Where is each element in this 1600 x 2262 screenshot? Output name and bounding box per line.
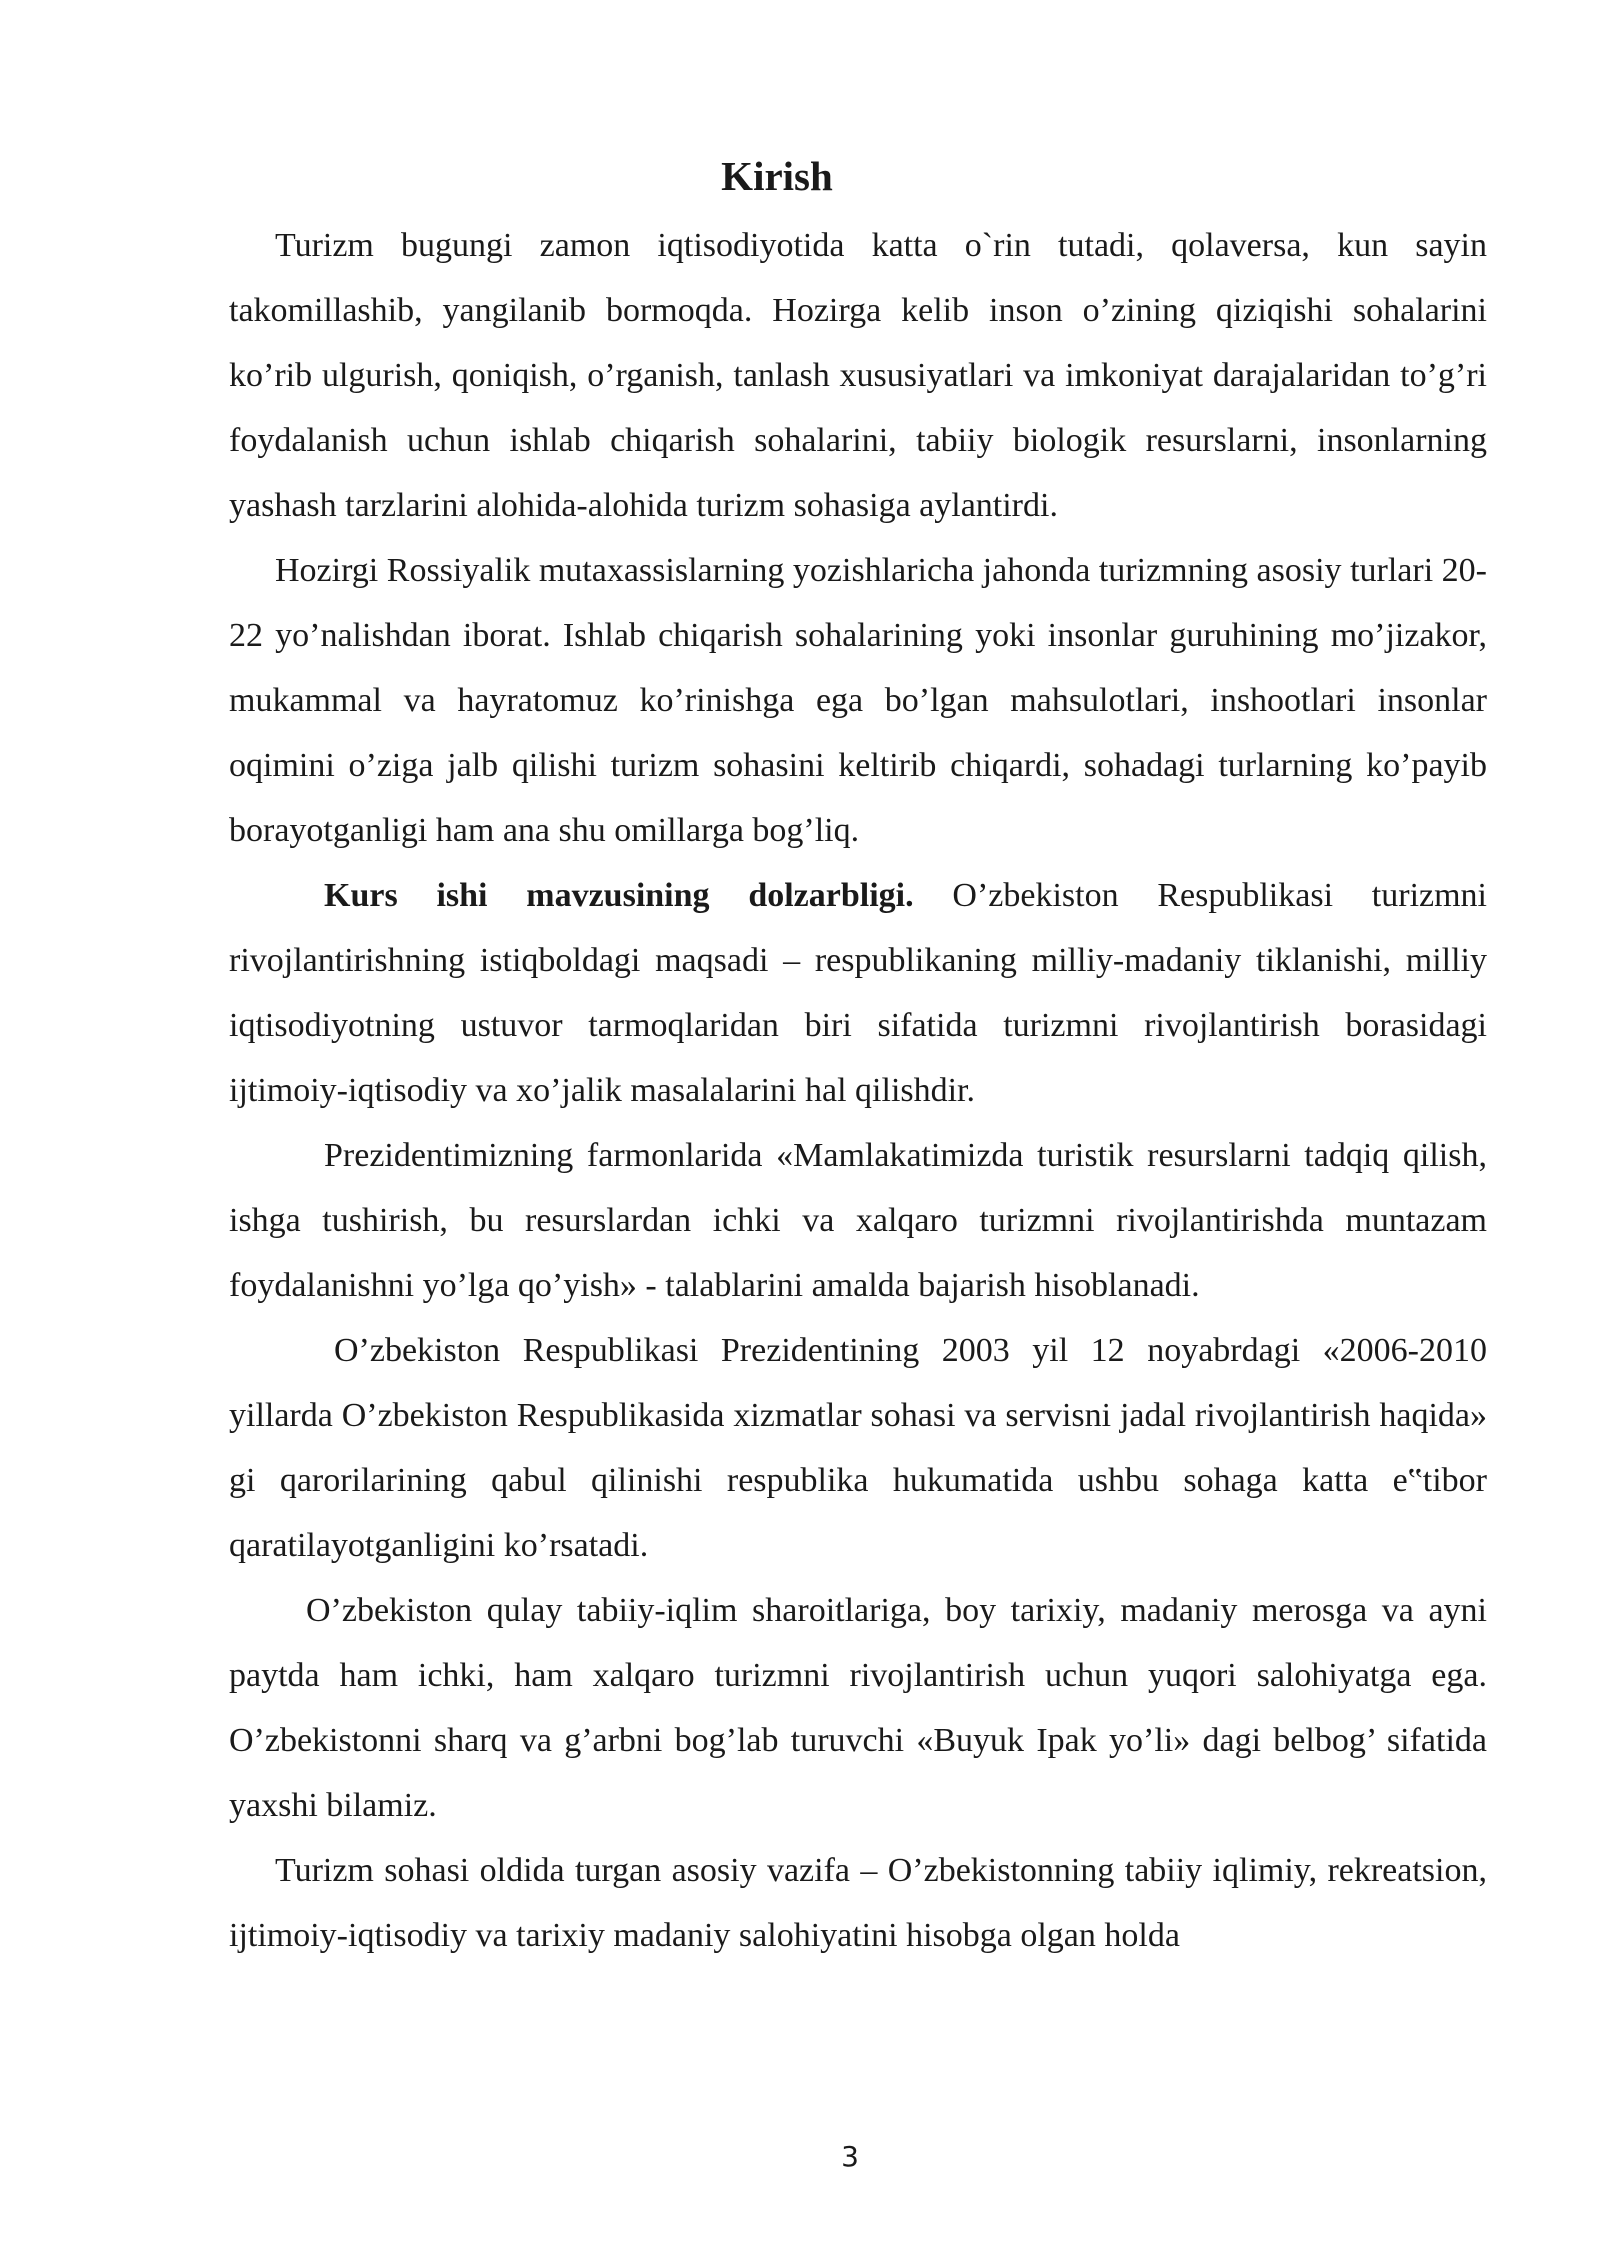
paragraph-text: Turizm sohasi oldida turgan asosiy vazifa – O’zbekistonning tabiiy iqlimiy, rekreatsion, ijtimoiy-iqtisodiy va tarixiy madaniy salohiyatini hisobga olgan holda bbox=[229, 1852, 1487, 1954]
paragraph-lead: Kurs ishi mavzusining dolzarbligi. bbox=[324, 877, 914, 914]
paragraph-main-task bbox=[229, 1838, 1487, 1968]
paragraph-text: O’zbekiston qulay tabiiy-iqlim sharoitlariga, boy tarixiy, madaniy merosga va ayni paytda ham ichki, ham xalqaro turizmni rivojlantirish uchun yuqori salohiyatga ega. O’zbekistonni sharq va g’arbni bog’lab turuvchi «Buyuk Ipak yo’li» dagi belbog’ sifatida yaxshi bilamiz. bbox=[229, 1592, 1487, 1824]
paragraph-intro bbox=[229, 213, 1487, 538]
document-body bbox=[229, 213, 1487, 1968]
paragraph-text: O’zbekiston Respublikasi Prezidentining 2003 yil 12 noyabrdagi «2006-2010 yillarda O’zbekiston Respublikasida xizmatlar sohasi va servisni jadal rivojlantirish haqida» gi qarorilarining qabul qilinishi respublika hukumatida ushbu sohaga katta e‟tibor qaratilayotganligini ko’rsatadi. bbox=[229, 1332, 1487, 1564]
page-title: Kirish bbox=[721, 153, 833, 199]
paragraph-text: Turizm bugungi zamon iqtisodiyotida katta o`rin tutadi, qolaversa, kun sayin takomillashib, yangilanib bormoqda. Hozirga kelib inson o’zining qiziqishi sohalarini ko’rib ulgurish, qoniqish, o’rganish, tanlash xususiyatlari va imkoniyat darajalaridan to’g’ri foydalanish uchun ishlab chiqarish sohalarini, tabiiy biologik resurslarni, insonlarning yashash tarzlarini alohida-alohida turizm sohasiga aylantirdi. bbox=[229, 227, 1487, 524]
page-number: 3 bbox=[841, 2140, 859, 2173]
paragraph-text: O’zbekiston Respublikasi turizmni rivojlantirishning istiqboldagi maqsadi – respublikaning milliy-madaniy tiklanishi, milliy iqtisodiyotning ustuvor tarmoqlaridan biri sifatida turizmni rivojlantirish borasidagi ijtimoiy-iqtisodiy va xo’jalik masalalarini hal qilishdir. bbox=[229, 877, 1487, 1109]
paragraph-decrees bbox=[229, 1123, 1487, 1318]
paragraph-potential bbox=[229, 1578, 1487, 1838]
paragraph-relevance bbox=[229, 863, 1487, 1123]
paragraph-text: Hozirgi Rossiyalik mutaxassislarning yozishlaricha jahonda turizmning asosiy turlari 20-22 yo’nalishdan iborat. Ishlab chiqarish sohalarining yoki insonlar guruhining mo’jizakor, mukammal va hayratomuz ko’rinishga ega bo’lgan mahsulotlari, inshootlari insonlar oqimini o’ziga jalb qilishi turizm sohasini keltirib chiqardi, sohadagi turlarning ko’payib borayotganligi ham ana shu omillarga bog’liq. bbox=[229, 552, 1487, 849]
paragraph-tourism-types bbox=[229, 538, 1487, 863]
paragraph-text: Prezidentimizning farmonlarida «Mamlakatimizda turistik resurslarni tadqiq qilish, ishga tushirish, bu resurslardan ichki va xalqaro turizmni rivojlantirishda muntazam foydalanishni yo’lga qo’yish» - talablarini amalda bajarish hisoblanadi. bbox=[229, 1137, 1487, 1304]
paragraph-resolution bbox=[229, 1318, 1487, 1578]
